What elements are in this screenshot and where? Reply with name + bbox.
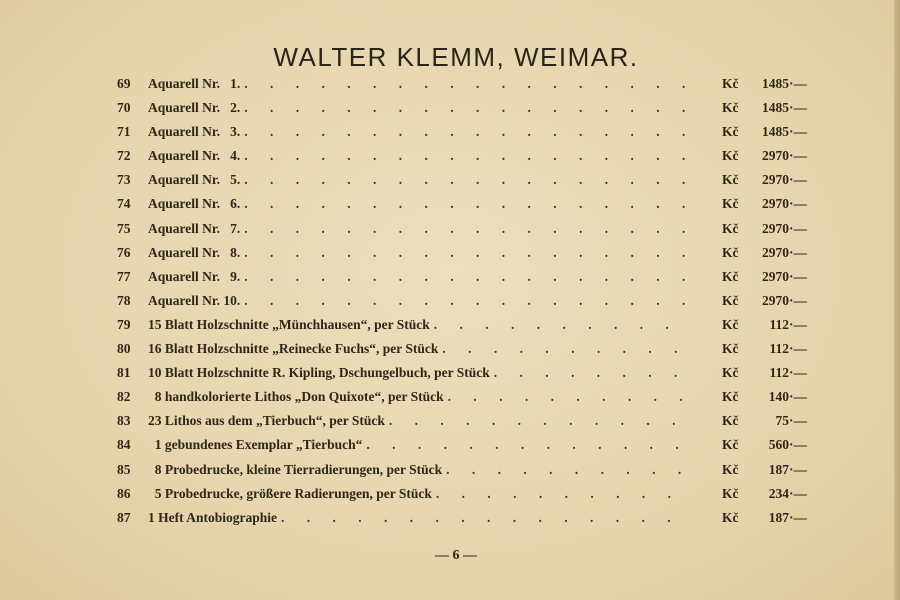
list-item — [117, 313, 807, 337]
item-price: 75 — [775, 413, 789, 429]
item-price: 1485 — [762, 76, 789, 91]
item-number: 82 — [117, 389, 131, 405]
item-price: 187 — [768, 509, 789, 525]
item-description: 16 Blatt Holzschnitte „Reinecke Fuchs“, per Stück — [148, 341, 439, 357]
dot-leader — [366, 433, 691, 457]
list-item — [117, 120, 807, 144]
item-description: 1 Heft Antobiographie — [148, 509, 278, 525]
price-list — [117, 72, 807, 530]
item-description: 15 Blatt Holzschnitte „Münchhausen“, per Stück — [148, 316, 430, 332]
item-price: 2970 — [762, 220, 789, 236]
dot-leader — [494, 361, 691, 385]
item-description-wrap — [148, 265, 691, 289]
currency: Kč — [722, 172, 739, 188]
item-number: 73 — [117, 172, 131, 188]
list-item — [117, 433, 807, 457]
item-description-wrap — [148, 192, 691, 216]
item-description-wrap — [148, 168, 691, 192]
dot-leader — [281, 506, 691, 530]
dot-leader — [448, 385, 691, 409]
currency: Kč — [722, 413, 739, 429]
currency: Kč — [722, 461, 739, 477]
item-price: 187 — [768, 461, 789, 477]
price-suffix: ·— — [789, 172, 808, 188]
price-suffix: ·— — [789, 485, 808, 501]
dot-leader — [244, 241, 691, 265]
dot-leader — [244, 289, 691, 313]
item-price: 2970 — [762, 196, 789, 212]
currency: Kč — [722, 148, 739, 164]
item-price: 112 — [769, 316, 789, 332]
price-suffix: ·— — [789, 365, 808, 381]
dot-leader — [244, 72, 691, 96]
item-price: 2970 — [762, 292, 789, 308]
page-number: — 6 — — [435, 548, 477, 563]
dot-leader — [442, 337, 691, 361]
currency: Kč — [722, 124, 739, 140]
item-description: 1 gebundenes Exemplar „Tierbuch“ — [148, 437, 363, 453]
currency: Kč — [722, 389, 739, 405]
item-description: Aquarell Nr. 5. — [148, 172, 241, 188]
item-number: 77 — [117, 268, 131, 284]
item-description: Aquarell Nr. 4. — [148, 148, 241, 164]
list-item — [117, 72, 807, 96]
item-description-wrap — [148, 482, 691, 506]
item-description-wrap — [148, 458, 691, 482]
currency: Kč — [722, 316, 739, 332]
dot-leader — [244, 96, 691, 120]
item-description: Aquarell Nr. 9. — [148, 268, 241, 284]
list-item — [117, 482, 807, 506]
item-price: 560 — [768, 437, 789, 453]
item-description-wrap — [148, 361, 691, 385]
item-description-wrap — [148, 506, 691, 530]
price-suffix: ·— — [789, 244, 808, 260]
item-description: Aquarell Nr. 2. — [148, 100, 241, 116]
price-suffix: ·— — [789, 292, 808, 308]
item-number: 72 — [117, 148, 131, 164]
item-description-wrap — [148, 72, 691, 96]
list-item — [117, 168, 807, 192]
currency: Kč — [722, 437, 739, 453]
item-price: 1485 — [762, 124, 789, 140]
price-suffix: ·— — [789, 413, 808, 429]
item-description-wrap — [148, 217, 691, 241]
item-number: 71 — [117, 124, 131, 140]
currency: Kč — [722, 220, 739, 236]
price-suffix: ·— — [789, 124, 808, 140]
item-description-wrap — [148, 409, 691, 433]
currency: Kč — [722, 76, 739, 91]
item-number: 78 — [117, 292, 131, 308]
price-suffix: ·— — [789, 100, 808, 116]
list-item — [117, 337, 807, 361]
item-description: Aquarell Nr. 10. — [148, 292, 241, 308]
item-description: Aquarell Nr. 1. — [148, 76, 241, 91]
item-number: 69 — [117, 76, 131, 91]
item-description: Aquarell Nr. 8. — [148, 244, 241, 260]
item-description-wrap — [148, 289, 691, 313]
item-number: 76 — [117, 244, 131, 260]
list-item — [117, 192, 807, 216]
list-item — [117, 289, 807, 313]
item-description-wrap — [148, 96, 691, 120]
price-suffix: ·— — [789, 316, 808, 332]
list-item — [117, 409, 807, 433]
item-price: 2970 — [762, 268, 789, 284]
price-suffix: ·— — [789, 341, 808, 357]
item-number: 79 — [117, 316, 131, 332]
currency: Kč — [722, 268, 739, 284]
item-price: 112 — [769, 341, 789, 357]
item-description-wrap — [148, 241, 691, 265]
item-number: 80 — [117, 341, 131, 357]
dot-leader — [244, 144, 691, 168]
item-number: 81 — [117, 365, 131, 381]
item-description: 23 Lithos aus dem „Tierbuch“, per Stück — [148, 413, 385, 429]
item-description: 5 Probedrucke, größere Radierungen, per Stück — [148, 485, 432, 501]
item-price: 2970 — [762, 244, 789, 260]
dot-leader — [434, 313, 691, 337]
list-item — [117, 217, 807, 241]
item-description-wrap — [148, 120, 691, 144]
dot-leader — [244, 168, 691, 192]
dot-leader — [436, 482, 691, 506]
list-item — [117, 385, 807, 409]
item-price: 2970 — [762, 148, 789, 164]
price-suffix: ·— — [789, 509, 808, 525]
item-number: 84 — [117, 437, 131, 453]
item-price: 234 — [768, 485, 789, 501]
item-description: 8 Probedrucke, kleine Tierradierungen, per Stück — [148, 461, 443, 477]
price-suffix: ·— — [789, 389, 808, 405]
currency: Kč — [722, 365, 739, 381]
list-item — [117, 506, 807, 530]
item-description-wrap — [148, 433, 691, 457]
currency: Kč — [722, 244, 739, 260]
price-suffix: ·— — [789, 268, 808, 284]
dot-leader — [389, 409, 691, 433]
item-description-wrap — [148, 313, 691, 337]
currency: Kč — [722, 509, 739, 525]
dot-leader — [244, 192, 691, 216]
item-description: Aquarell Nr. 7. — [148, 220, 241, 236]
dot-leader — [244, 265, 691, 289]
currency: Kč — [722, 485, 739, 501]
item-price: 1485 — [762, 100, 789, 116]
dot-leader — [244, 120, 691, 144]
dot-leader — [446, 458, 691, 482]
price-suffix: ·— — [789, 196, 808, 212]
item-description: 10 Blatt Holzschnitte R. Kipling, Dschungelbuch, per Stück — [148, 365, 490, 381]
list-item — [117, 361, 807, 385]
item-description-wrap — [148, 337, 691, 361]
item-description: Aquarell Nr. 3. — [148, 124, 241, 140]
price-suffix: ·— — [789, 461, 808, 477]
currency: Kč — [722, 292, 739, 308]
currency: Kč — [722, 100, 739, 116]
currency: Kč — [722, 196, 739, 212]
list-item — [117, 241, 807, 265]
item-price: 140 — [768, 389, 789, 405]
page-title: WALTER KLEMM, WEIMAR. — [273, 42, 639, 72]
item-description-wrap — [148, 144, 691, 168]
item-description: 8 handkolorierte Lithos „Don Quixote“, per Stück — [148, 389, 444, 405]
list-item — [117, 458, 807, 482]
list-item — [117, 265, 807, 289]
item-number: 86 — [117, 485, 131, 501]
item-number: 75 — [117, 220, 131, 236]
item-number: 85 — [117, 461, 131, 477]
list-item — [117, 96, 807, 120]
currency: Kč — [722, 341, 739, 357]
price-suffix: ·— — [789, 76, 808, 91]
item-price: 2970 — [762, 172, 789, 188]
item-description-wrap — [148, 385, 691, 409]
item-number: 83 — [117, 413, 131, 429]
item-number: 87 — [117, 509, 131, 525]
list-item — [117, 144, 807, 168]
item-price: 112 — [769, 365, 789, 381]
item-description: Aquarell Nr. 6. — [148, 196, 241, 212]
item-number: 74 — [117, 196, 131, 212]
price-suffix: ·— — [789, 148, 808, 164]
item-number: 70 — [117, 100, 131, 116]
price-suffix: ·— — [789, 220, 808, 236]
scan-edge — [894, 0, 900, 600]
price-suffix: ·— — [789, 437, 808, 453]
dot-leader — [244, 217, 691, 241]
